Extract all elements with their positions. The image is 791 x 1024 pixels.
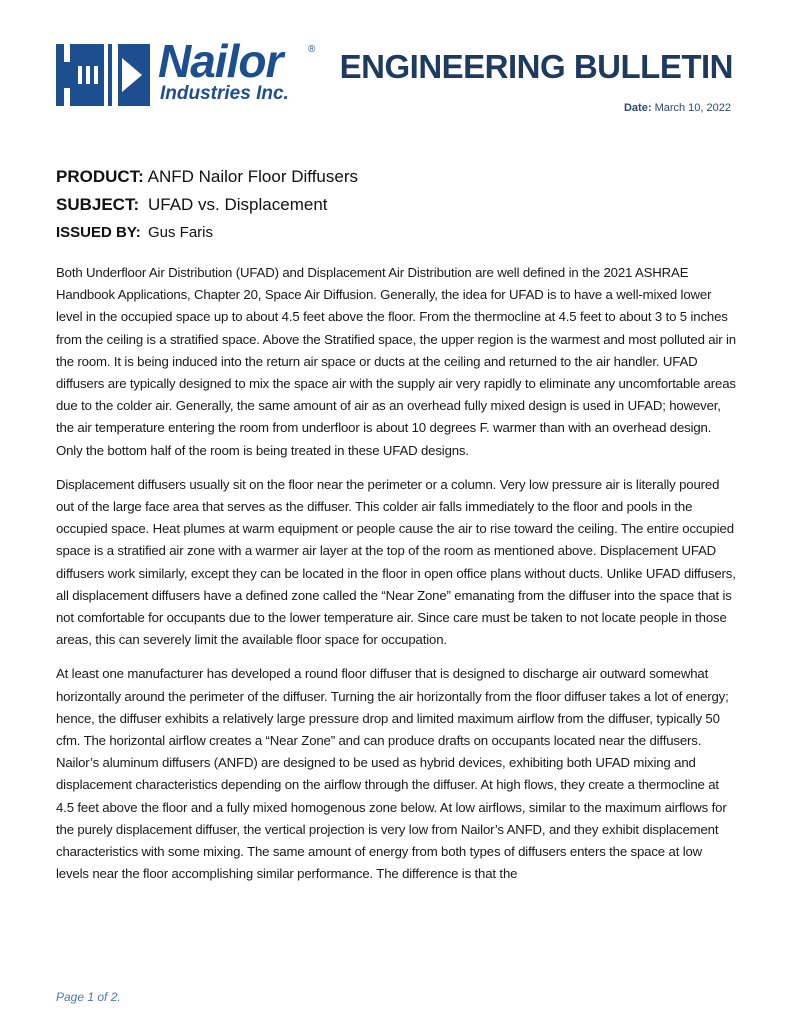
paragraph-ufad-overview: Both Underfloor Air Distribution (UFAD) and Displacement Air Distribution are well defined in the 2021 ASHRAE Handbook Applications, Chapter 20, Space Air Diffusion. Generally, the idea for UFAD is to have a well-mixed lower level in the occupied space up to about 4.5 feet above the floor. From the thermocline at 4.5 feet to about 3 to 5 inches from the ceiling is a stratified space. Above the Stratified space, the upper region is the warmest and most polluted air in the room. It is being induced into the return air space or ducts at the ceiling and returned to the air handler. UFAD diffusers are typically designed to mix the space air with the supply air very rapidly to eliminate any uncomfortable areas due to the colder air. Generally, the same amount of air as an overhead fully mixed design is used in UFAD; however, the air temperature entering the room from underfloor is about 10 degrees F. warmer than with an overhead design. Only the bottom half of the room is being treated in these UFAD designs. [56,265,736,458]
subject-value: UFAD vs. Displacement [148,195,328,214]
logo-name: Nailor [158,35,283,87]
issued-by-label: ISSUED BY: [56,224,141,241]
product-label: PRODUCT: [56,167,144,186]
registered-mark: ® [308,44,316,55]
date-value: March 10, 2022 [654,102,731,114]
product-row [56,166,358,194]
subject-label: SUBJECT: [56,195,140,214]
product-value: ANFD Nailor Floor Diffusers [147,167,358,186]
company-logo [56,35,318,112]
logo-subtitle: Industries Inc. [160,83,289,104]
date-line [624,102,731,114]
page-number: Page 1 of 2. [56,990,121,1004]
nailor-logo-mark-icon [56,44,150,106]
subject-row [56,194,358,222]
document-title: ENGINEERING BULLETIN [339,48,733,85]
paragraph-displacement: Displacement diffusers usually sit on the floor near the perimeter or a column. Very low pressure air is literally poured out of the large face area that serves as the diffuser. This colder air falls immediately to the floor and pools in the occupied space. Heat plumes at warm equipment or people cause the air to rise toward the ceiling. The entire occupied space is a stratified air zone with a warmer air layer at the top of the room as mentioned above. Displacement UFAD diffusers work similarly, except they can be located in the floor in open office plans without ducts. Unlike UFAD diffusers, all displacement diffusers have a defined zone called the “Near Zone” emanating from the diffuser into the space that is not comfortable for occupants due to the lower temperature air. Since care must be taken to not locate people in those areas, this can severely limit the available floor space for occupation. [56,476,736,648]
date-label: Date: [623,102,652,114]
bulletin-body [56,262,736,897]
bulletin-meta [56,166,358,250]
paragraph-anfd-hybrid: At least one manufacturer has developed a round floor diffuser that is designed to discharge air outward somewhat horizontally around the perimeter of the diffuser. Turning the air horizontally from the floor diffuser takes a lot of energy; hence, the diffuser exhibits a relatively large pressure drop and limited maximum airflow from the diffuser, typically 50 cfm. The horizontal airflow creates a “Near Zone” and can produce drafts on occupants located near the diffusers. Nailor’s aluminum diffusers (ANFD) are designed to be used as hybrid devices, exhibiting both UFAD mixing and displacement characteristics depending on the airflow through the diffuser. At high flows, they create a thermocline at 4.5 feet above the floor and a fully mixed homogenous zone below. At low airflows, similar to the maximum airflows for the purely displacement diffuser, the vertical projection is very low from Nailor’s ANFD, and they exhibit displacement characteristics with some mixing. The same amount of energy from both types of diffusers enters the space at low levels near the floor accomplishing similar performance. The difference is that the [56,666,729,882]
issued-by-row [56,222,358,250]
issued-by-value: Gus Faris [148,224,214,241]
